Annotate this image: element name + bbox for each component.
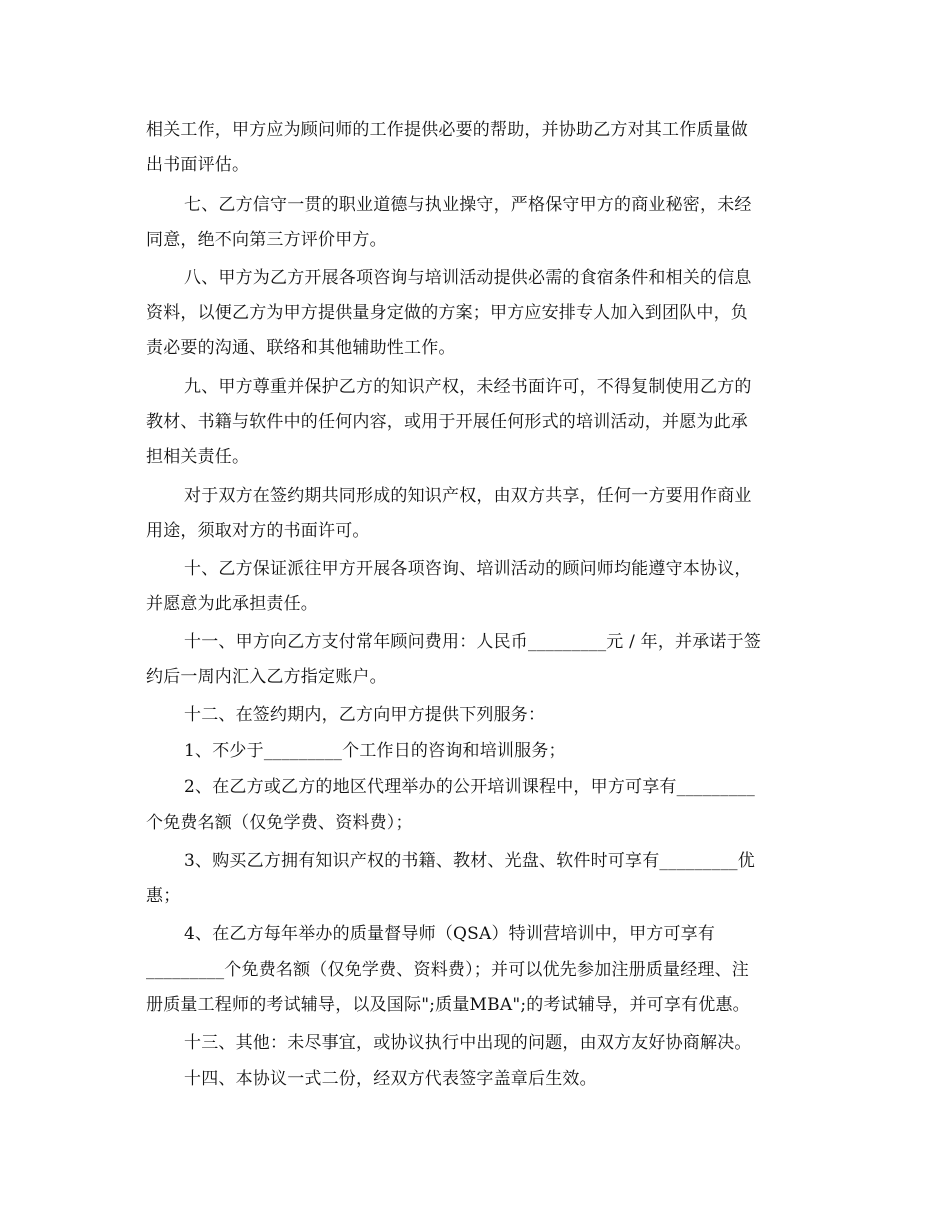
- text-line: 册质量工程师的考试辅导，以及国际";质量MBA";的考试辅导，并可享有优惠。: [146, 995, 750, 1015]
- service-item-3: 3、购买乙方拥有知识产权的书籍、教材、光盘、软件时可享有_________优: [184, 851, 755, 871]
- text-line: 同意，绝不向第三方评价甲方。: [146, 230, 387, 250]
- clause-11-line: 十一、甲方向乙方支付常年顾问费用：人民币_________元 / 年，并承诺于签: [184, 632, 762, 652]
- text-line: 个免费名额（仅免学费、资料费）；: [146, 813, 413, 833]
- clause-13-line: 十三、其他：未尽事宜，或协议执行中出现的问题，由双方友好协商解决。: [184, 1033, 752, 1053]
- clause-7-line: 七、乙方信守一贯的职业道德与执业操守，严格保守甲方的商业秘密，未经: [184, 195, 752, 215]
- text-line: 出书面评估。: [146, 155, 250, 175]
- ip-sharing-line: 对于双方在签约期共同形成的知识产权，由双方共享，任何一方要用作商业: [184, 486, 752, 506]
- text-line: 相关工作，甲方应为顾问师的工作提供必要的帮助，并协助乙方对其工作质量做: [146, 120, 748, 140]
- text-line: _________个免费名额（仅免学费、资料费）；并可以优先参加注册质量经理、注: [146, 960, 749, 980]
- clause-8-line: 八、甲方为乙方开展各项咨询与培训活动提供必需的食宿条件和相关的信息: [184, 268, 752, 288]
- text-line: 责必要的沟通、联络和其他辅助性工作。: [146, 338, 456, 358]
- text-line: 并愿意为此承担责任。: [146, 594, 318, 614]
- service-item-1: 1、不少于_________个工作日的咨询和培训服务；: [184, 741, 566, 761]
- clause-10-line: 十、乙方保证派往甲方开展各项咨询、培训活动的顾问师均能遵守本协议，: [184, 559, 752, 579]
- clause-9-line: 九、甲方尊重并保护乙方的知识产权，未经书面许可，不得复制使用乙方的: [184, 377, 752, 397]
- service-item-4: 4、在乙方每年举办的质量督导师（QSA）特训营培训中，甲方可享有: [184, 924, 716, 944]
- clause-12-line: 十二、在签约期内，乙方向甲方提供下列服务：: [184, 705, 546, 725]
- clause-14-line: 十四、本协议一式二份，经双方代表签字盖章后生效。: [184, 1069, 597, 1089]
- text-line: 惠；: [146, 886, 181, 906]
- text-line: 用途，须取对方的书面许可。: [146, 521, 370, 541]
- text-line: 资料，以便乙方为甲方提供量身定做的方案；甲方应安排专人加入到团队中，负: [146, 303, 748, 323]
- service-item-2: 2、在乙方或乙方的地区代理举办的公开培训课程中，甲方可享有_________: [184, 777, 755, 797]
- text-line: 担相关责任。: [146, 447, 250, 467]
- text-line: 约后一周内汇入乙方指定账户。: [146, 667, 387, 687]
- text-line: 教材、书籍与软件中的任何内容，或用于开展任何形式的培训活动，并愿为此承: [146, 412, 748, 432]
